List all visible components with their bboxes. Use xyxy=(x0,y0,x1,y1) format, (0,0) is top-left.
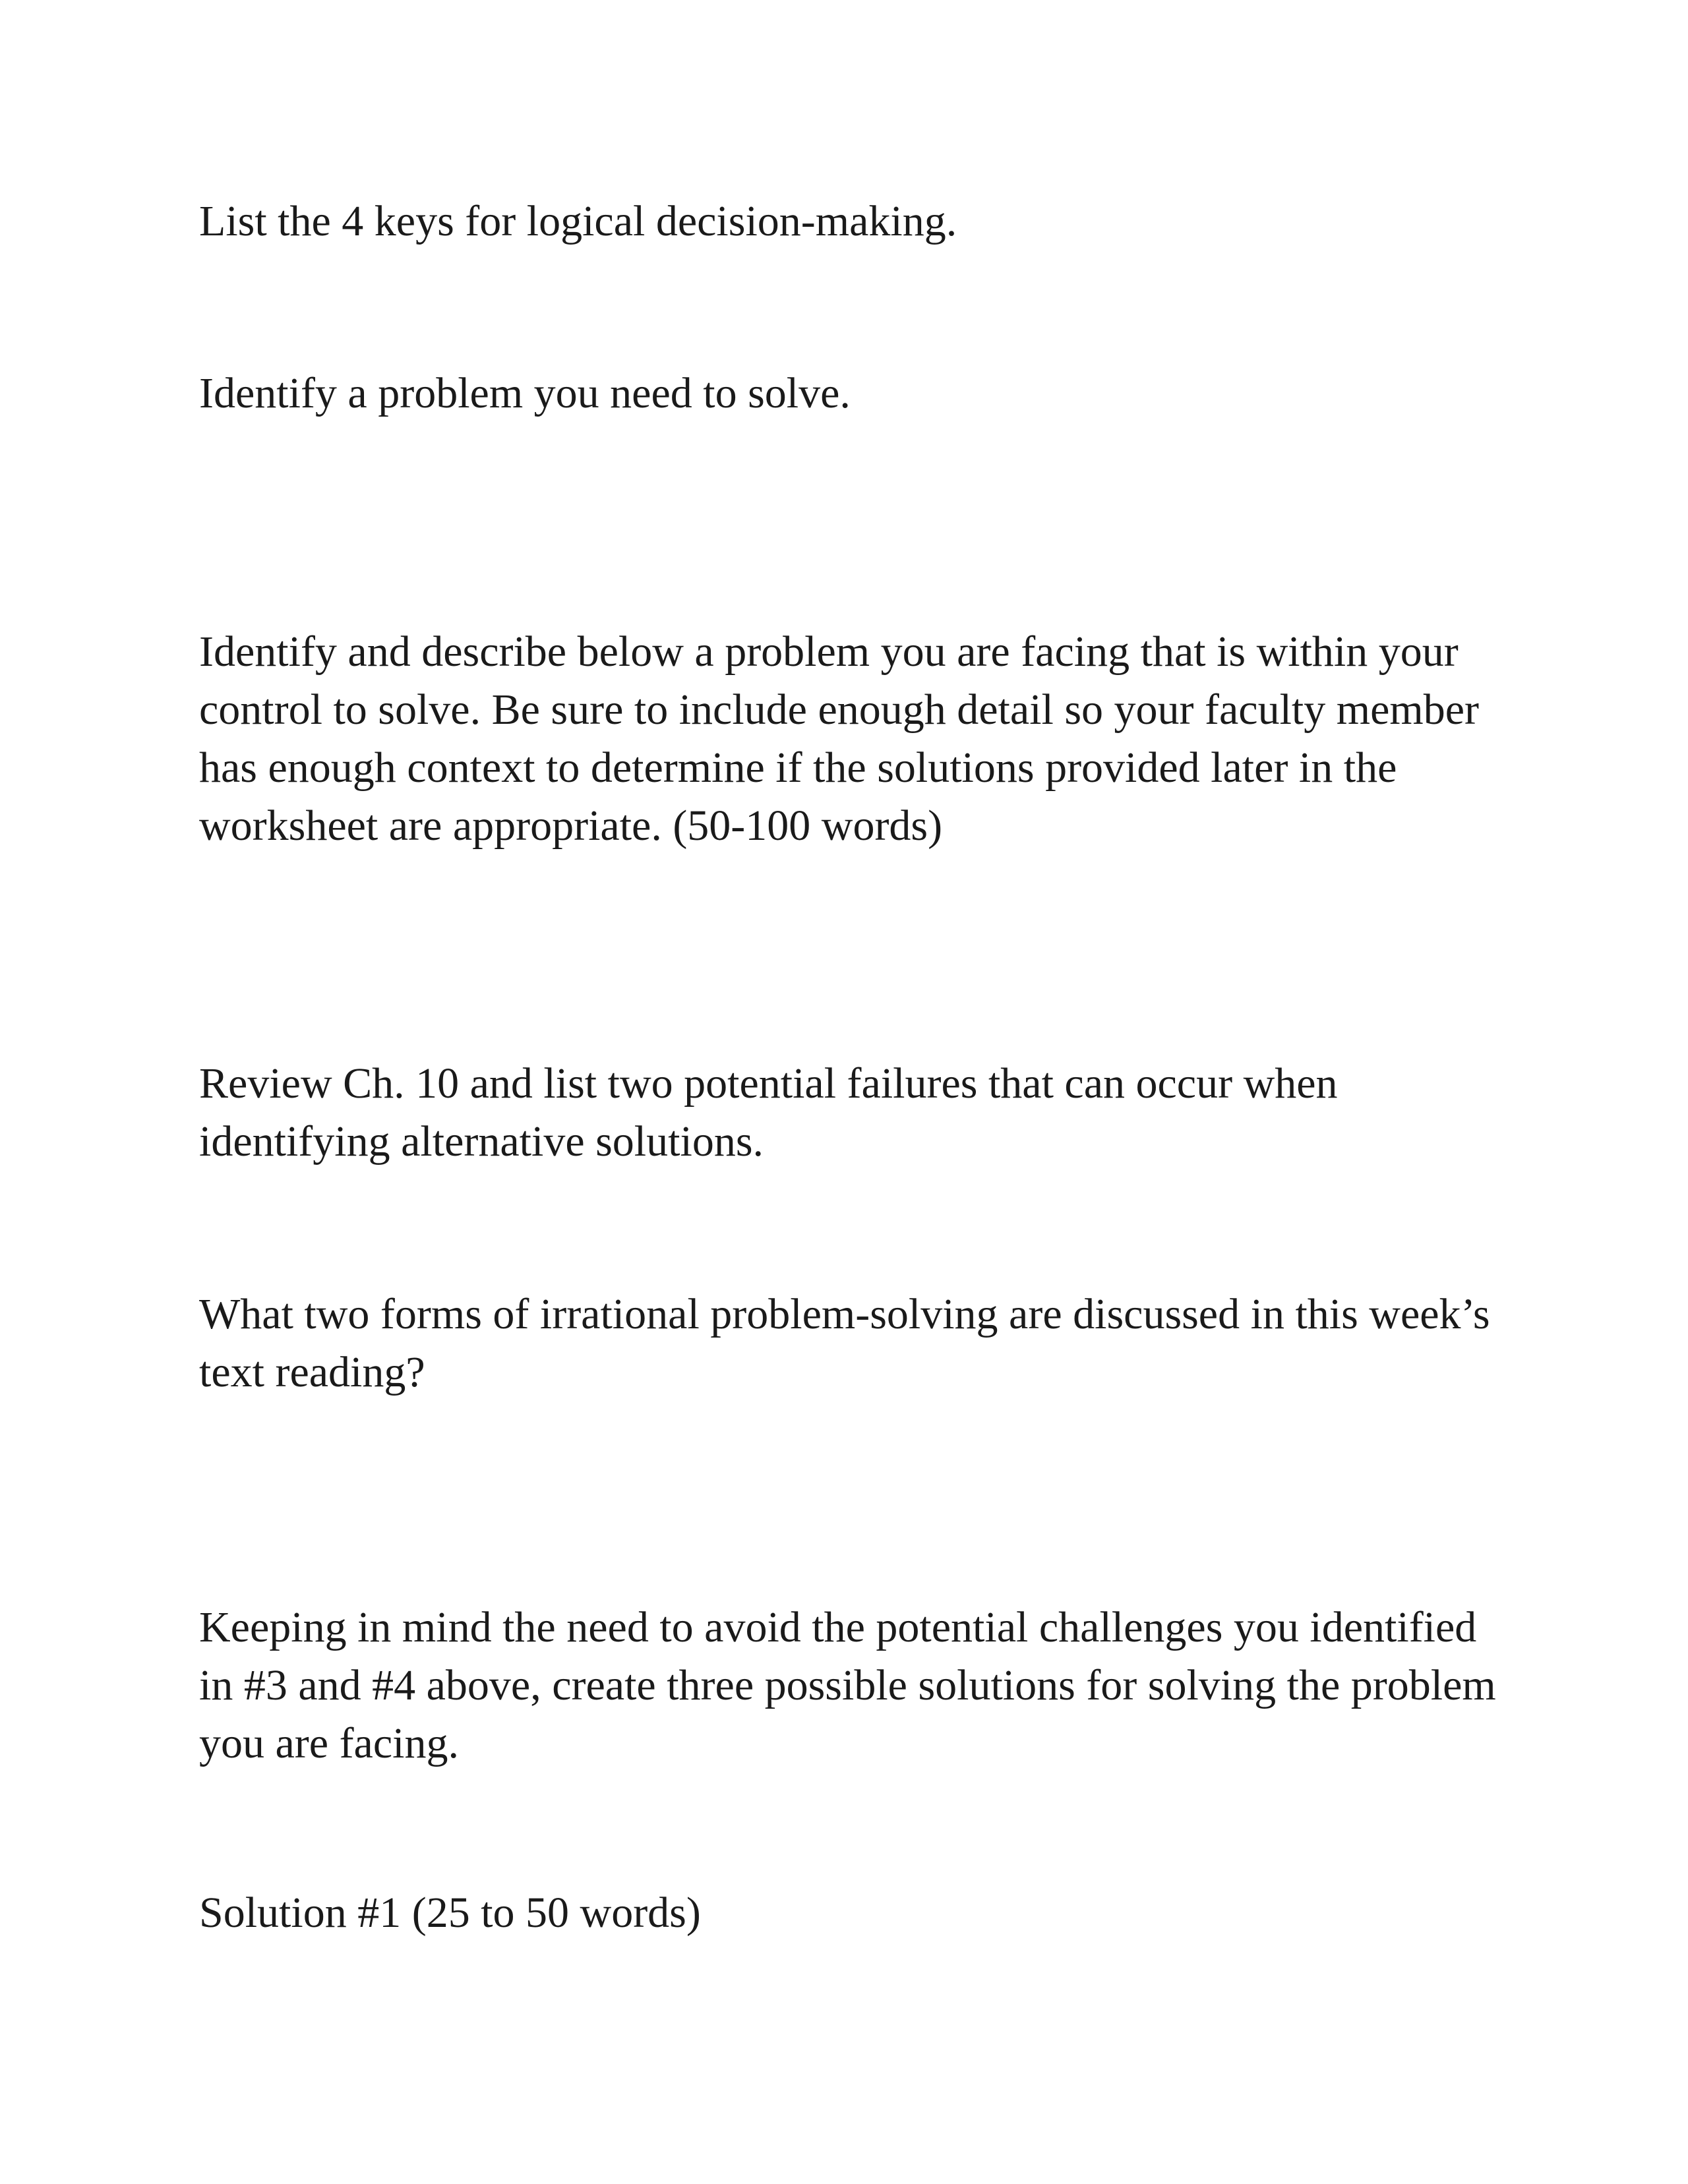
prompt-irrational-problem-solving: What two forms of irrational problem-solving are discussed in this week’s text reading? xyxy=(199,1290,1490,1396)
prompt-describe-problem: Identify and describe below a problem you are facing that is within your control to solve. Be sure to include enough detail so your faculty member has enough context to determine if the solutions provided later in the worksheet are appropriate. (50-100 words) xyxy=(199,628,1480,850)
prompt-solution-1: Solution #1 (25 to 50 words) xyxy=(199,1889,701,1937)
prompt-potential-failures: Review Ch. 10 and list two potential failures that can occur when identifying alternative solutions. xyxy=(199,1059,1338,1166)
prompt-create-solutions: Keeping in mind the need to avoid the potential challenges you identified in #3 and #4 above, create three possible solutions for solving the problem you are facing. xyxy=(199,1603,1496,1767)
prompt-identify-problem: Identify a problem you need to solve. xyxy=(199,369,851,417)
prompt-logical-decision-keys: List the 4 keys for logical decision-making. xyxy=(199,197,957,245)
